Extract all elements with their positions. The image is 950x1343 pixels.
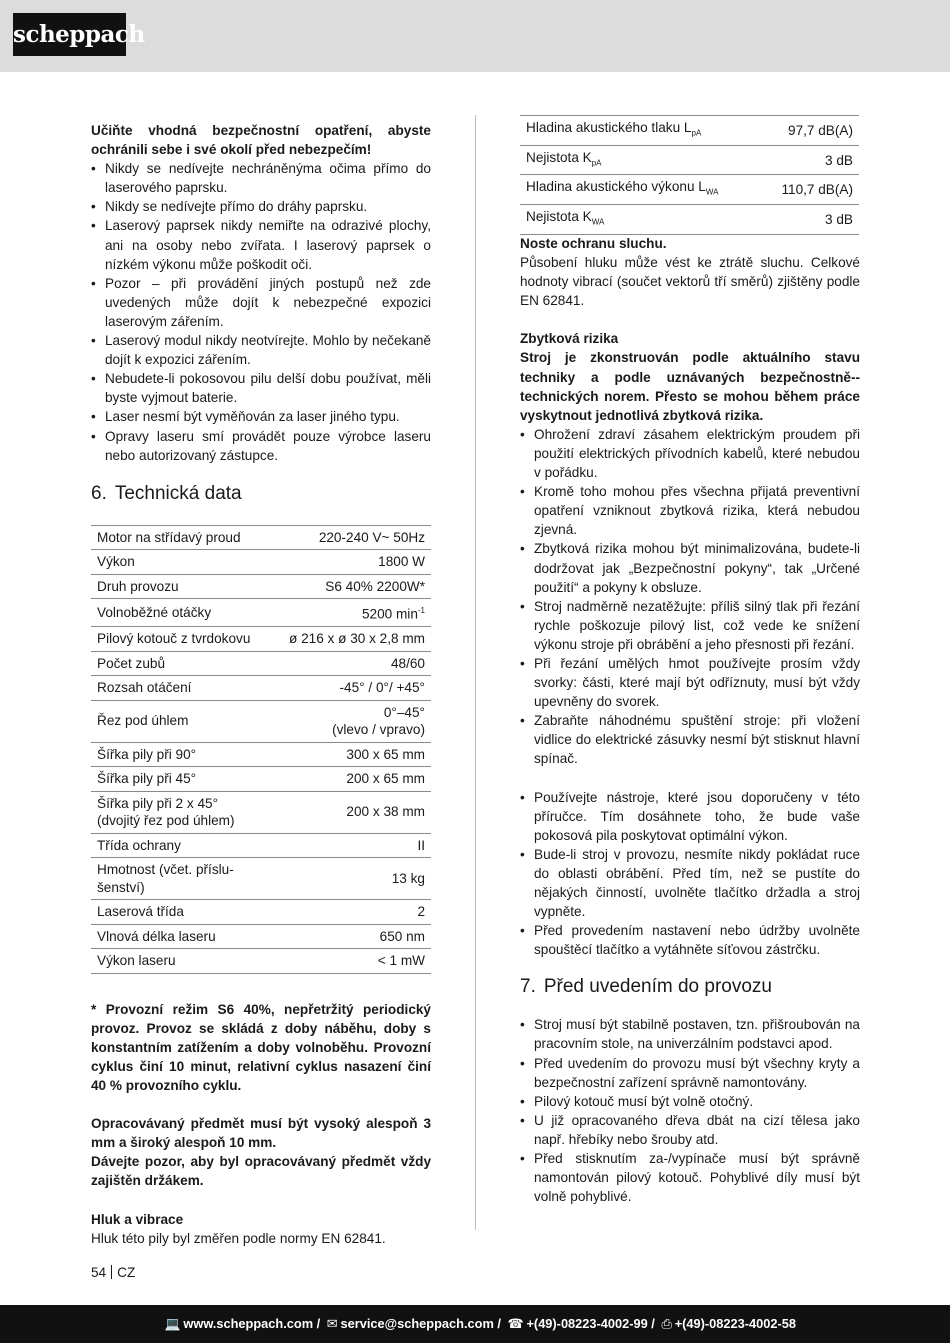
- list-item: • U již opracovaného dřeva dbát na cizí tělesa jako např. hřebíky nebo šrouby atd.: [520, 1111, 860, 1149]
- table-row: [91, 924, 431, 949]
- list-item: • Před uvedením do provozu musí být všechny kryty a bezpečnostní zařízení správně namontovány.: [520, 1054, 860, 1092]
- spec-value: ø 216 x ø 30 x 2,8 mm: [270, 627, 431, 652]
- computer-icon: 💻: [164, 1316, 181, 1331]
- spec-value: < 1 mW: [270, 949, 431, 974]
- header-band: [0, 0, 950, 72]
- tool-list: [520, 788, 860, 960]
- spec-label-line: šenství): [97, 879, 145, 895]
- spec-value-line: (vlevo / vpravo): [332, 722, 425, 738]
- noise-table-wrap: [520, 115, 859, 235]
- safety-intro: Učiňte vhodná bezpečnostní opatření, abyste ochránili sebe i své okolí před nebezpečím!: [91, 123, 431, 158]
- table-row: [520, 205, 859, 235]
- spec-label: Výkon laseru: [91, 949, 270, 974]
- noise-label-sub: pA: [691, 128, 702, 138]
- section-title: Před uvedením do provozu: [543, 976, 772, 998]
- right-column: [520, 234, 860, 1206]
- list-item: • Bude-li stroj v provozu, nesmíte nikdy pokládat ruce do oblasti obrábění. Před tím, než se pustíte do nějakých činností, uvolněte tlačítko držadla a stroj vypněte.: [520, 845, 860, 921]
- safety-list: [91, 159, 431, 465]
- noise-value: 3 dB: [761, 145, 859, 175]
- spec-label: Šířka pily při 90°: [91, 742, 270, 767]
- spec-value-line: 0°–45°: [383, 704, 425, 720]
- noise-label-sub: WA: [705, 188, 719, 198]
- list-item: • Používejte nástroje, které jsou doporučeny v této příručce. Tím dosáhnete toho, že bude vaše pokosová pila poskytovat optimální výkon.: [520, 788, 860, 845]
- spec-label: Druh provozu: [91, 574, 270, 599]
- table-row: [520, 116, 859, 146]
- list-item: • Před stisknutím za-/vypínače musí být správně namontován pilový kotouč. Pohyblivé díly musí být volně pohyblivé.: [520, 1149, 860, 1206]
- table-row: [91, 651, 431, 676]
- spec-label: Šířka pily při 45°: [91, 767, 270, 792]
- spec-label: Pilový kotouč z tvrdokovu: [91, 627, 270, 652]
- table-row: [520, 145, 859, 175]
- column-divider: [475, 115, 476, 1230]
- list-item: • Ohrožení zdraví zásahem elektrickým proudem při použití elektrických přívodních kabelů, které nebudou v pořádku.: [520, 425, 860, 482]
- spec-label: Motor na střídavý proud: [91, 525, 270, 550]
- list-item: • Před provedením nastavení nebo údržby uvolněte spouštěcí tlačítko a vytáhněte síťovou zástrčku.: [520, 921, 860, 959]
- workpiece-note: Opracovávaný předmět musí být vysoký alespoň 3 mm a široký alespoň 10 mm.: [91, 1116, 431, 1151]
- list-item: • Kromě toho mohou přes všechna přijatá preventivní opatření vzniknout zbytková rizika, která nebudou zjevná.: [520, 482, 860, 539]
- footer-fax: +(49)-08223-4002-58: [674, 1316, 796, 1331]
- table-row: [91, 833, 431, 858]
- residual-list: [520, 425, 860, 769]
- spec-value: II: [270, 833, 431, 858]
- table-row: [91, 858, 431, 900]
- spec-value: 650 nm: [270, 924, 431, 949]
- list-item: • Zbytková rizika mohou být minimalizována, budete-li dodržovat jak „Bezpečnostní pokyny“, tak „Určené použití“ a pokyny k obsluze.: [520, 539, 860, 596]
- footer-band: [0, 1305, 950, 1343]
- list-item: • Nikdy se nedívejte nechráněnýma očima přímo do laserového paprsku.: [91, 159, 431, 197]
- list-item: • Stroj musí být stabilně postaven, tzn. přišroubován na pracovním stole, na univerzálním podstavci apod.: [520, 1015, 860, 1053]
- setup-list: [520, 1015, 860, 1206]
- spec-label: Rozsah otáčení: [91, 676, 270, 701]
- spec-value: 300 x 65 mm: [270, 742, 431, 767]
- noise-label-text: Hladina akustického výkonu L: [526, 179, 706, 195]
- noise-label: [520, 205, 761, 235]
- table-row: [91, 791, 431, 833]
- footer-phone: +(49)-08223-4002-99 /: [526, 1316, 655, 1331]
- noise-label-text: Nejistota K: [526, 209, 592, 225]
- spec-label: Výkon: [91, 550, 270, 575]
- spec-value: 220-240 V~ 50Hz: [270, 525, 431, 550]
- spec-value-sup: -1: [417, 606, 425, 616]
- table-row: [91, 550, 431, 575]
- spec-value: -45° / 0°/ +45°: [270, 676, 431, 701]
- table-row: [91, 900, 431, 925]
- noise-label-text: Hladina akustického tlaku L: [526, 120, 692, 135]
- footer-web: www.scheppach.com /: [183, 1316, 321, 1331]
- spec-value: S6 40% 2200W*: [270, 574, 431, 599]
- spec-value: 200 x 65 mm: [270, 767, 431, 792]
- left-column: [91, 121, 431, 1248]
- fax-icon: ⎙: [661, 1316, 672, 1331]
- list-item: • Při řezání umělých hmot používejte prosím vždy svorky: části, které mají být odříznuty, musí být vždy upevněny do svorek.: [520, 654, 860, 711]
- spec-label-line: (dvojitý řez pod úhlem): [97, 813, 235, 829]
- noise-label: [520, 175, 761, 205]
- list-item: • Opravy laseru smí provádět pouze výrobce laseru nebo autorizovaný zástupce.: [91, 427, 431, 465]
- section-heading-6: [91, 482, 431, 506]
- table-row: [91, 574, 431, 599]
- spec-value: [270, 700, 431, 742]
- table-row: [91, 742, 431, 767]
- noise-value: 97,7 dB(A): [761, 116, 859, 146]
- section-heading-7: [520, 975, 860, 999]
- list-item: • Zabraňte náhodnému spuštění stroje: při vložení vidlice do elektrické zásuvky nesmí být stisknut hlavní spínač.: [520, 711, 860, 768]
- spec-label: [91, 791, 270, 833]
- list-item: • Pilový kotouč musí být volně otočný.: [520, 1092, 860, 1111]
- spec-value: 13 kg: [270, 858, 431, 900]
- noise-value: 110,7 dB(A): [761, 175, 859, 205]
- list-item: • Nikdy se nedívejte přímo do dráhy paprsku.: [91, 197, 431, 216]
- spec-label: Volnoběžné otáčky: [91, 599, 270, 627]
- hearing-text: Působení hluku může vést ke ztrátě sluchu. Celkové hodnoty vibrací (součet vektorů tří směrů) zjištěny podle EN 62841.: [520, 255, 860, 309]
- brand-logo: scheppach: [13, 13, 126, 56]
- table-row: [91, 525, 431, 550]
- list-item: • Laserový paprsek nikdy nemiřte na odrazivé plochy, ani na osoby nebo zvířata. I laserový paprsek o nízkém výkonu může poškodit oči.: [91, 216, 431, 273]
- noise-heading: Hluk a vibrace: [91, 1211, 184, 1227]
- spec-value: 200 x 38 mm: [270, 791, 431, 833]
- table-row: [91, 627, 431, 652]
- section-number: 7.: [520, 976, 536, 998]
- spec-label: Vlnová délka laseru: [91, 924, 270, 949]
- spec-label-line: Hmotnost (včet. příslu-: [97, 862, 234, 878]
- list-item: • Pozor – při provádění jiných postupů než zde uvedených může dojít k nebezpečné expozici laserovým zářením.: [91, 274, 431, 331]
- residual-intro: Stroj je zkonstruován podle aktuálního stavu techniky a podle uznávaných bezpečnostně--technických norem. Přesto se mohou během práce vyskytnout jednotlivá zbytková rizika.: [520, 350, 860, 423]
- table-row: [91, 767, 431, 792]
- list-item: • Stroj nadměrně nezatěžujte: příliš silný tlak při řezání rychle poškozuje pilový list, což vede ke snížení výkonu stroje při obrábění a jeho přesnosti při řezání.: [520, 597, 860, 654]
- section-title: Technická data: [114, 482, 242, 504]
- spec-label: Počet zubů: [91, 651, 270, 676]
- noise-label-sub: WA: [591, 217, 605, 227]
- table-row: [91, 700, 431, 742]
- list-item: • Nebudete-li pokosovou pilu delší dobu používat, měli byste vyjmout baterie.: [91, 369, 431, 407]
- footer-email: service@scheppach.com /: [340, 1316, 501, 1331]
- noise-label-sub: pA: [591, 158, 602, 168]
- spec-value-text: 5200 min: [361, 606, 418, 622]
- page-language: CZ: [117, 1265, 136, 1280]
- table-row: [91, 676, 431, 701]
- hearing-heading: Noste ochranu sluchu.: [520, 236, 667, 251]
- spec-value: 2: [270, 900, 431, 925]
- operating-mode-footnote: * Provozní režim S6 40%, nepřetržitý periodický provoz. Provoz se skládá z doby náběhu, doby s konstantním zatížením a doby volnoběhu. Provozní cyklus činí 10 minut, relativní cyklus nasazení činí 40 % provozního cyklu.: [91, 1001, 431, 1094]
- page-number-value: 54: [91, 1265, 107, 1280]
- spec-value: 1800 W: [270, 550, 431, 575]
- table-row: [91, 599, 431, 627]
- noise-text: Hluk této pily byl změřen podle normy EN 62841.: [91, 1230, 386, 1246]
- noise-value: 3 dB: [761, 205, 859, 235]
- spec-label: [91, 858, 270, 900]
- list-item: • Laserový modul nikdy neotvírejte. Mohlo by nečekaně dojít k expozici zářením.: [91, 331, 431, 369]
- spec-label: Řez pod úhlem: [91, 700, 270, 742]
- noise-label-text: Nejistota K: [526, 149, 592, 165]
- table-row: [520, 175, 859, 205]
- page-number: [91, 1265, 135, 1280]
- table-row: [91, 949, 431, 974]
- spec-label-line: Šířka pily při 2 x 45°: [97, 795, 219, 811]
- envelope-icon: ✉: [326, 1316, 338, 1331]
- workpiece-note: Dávejte pozor, aby byl opracovávaný předmět vždy zajištěn držákem.: [91, 1154, 431, 1189]
- noise-label: [520, 116, 761, 146]
- spec-value: [270, 599, 431, 627]
- noise-label: [520, 145, 761, 175]
- noise-table: [520, 115, 859, 235]
- spec-value: 48/60: [270, 651, 431, 676]
- residual-heading: Zbytková rizika: [520, 331, 619, 347]
- list-item: • Laser nesmí být vyměňován za laser jiného typu.: [91, 407, 431, 426]
- spec-label: Laserová třída: [91, 900, 270, 925]
- section-number: 6.: [91, 482, 107, 504]
- page-separator: [111, 1265, 112, 1279]
- spec-label: Třída ochrany: [91, 833, 270, 858]
- tech-data-table: [91, 525, 431, 974]
- phone-icon: ☎: [507, 1316, 524, 1331]
